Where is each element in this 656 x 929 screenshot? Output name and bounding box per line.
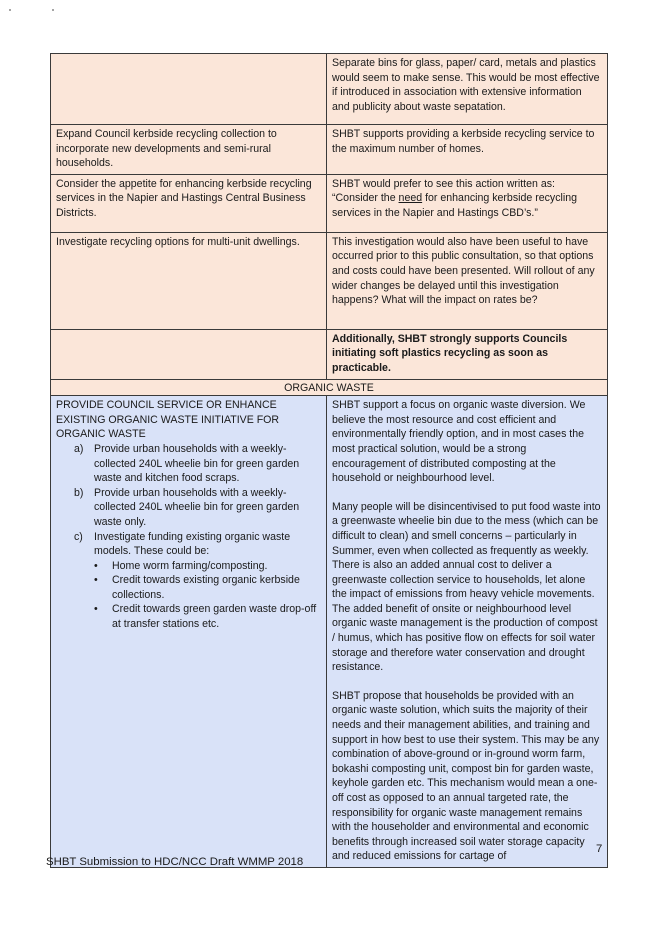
action-cell <box>51 54 327 125</box>
paragraph: SHBT support a focus on organic waste diversion. We believe the most resource and cost efficient and environmentally friendly option, and in most cases the most practical solution, would be a strong encouragement of distributed composting at the household or neighbourhood level. <box>332 399 586 485</box>
list-marker: b) <box>74 486 84 499</box>
table-row <box>51 232 608 329</box>
response-text: SHBT would prefer to see this action written as: “Consider the <box>332 177 555 205</box>
footer: SHBT Submission to HDC/NCC Draft WMMP 2018 <box>46 856 304 868</box>
table-row <box>51 396 608 868</box>
response-cell: SHBT supports providing a kerbside recycling service to the maximum number of homes. <box>327 125 608 175</box>
scan-dot <box>9 9 11 11</box>
section-header-row <box>51 379 608 396</box>
scan-dot <box>52 9 54 11</box>
bullet-list <box>94 559 321 632</box>
paragraph: SHBT propose that households be provided with an organic waste solution, which suits the majority of their needs and their management abilities, and training and support in how best to use their system. This may be any combination of above-ground or in-ground worm farm, bokashi composting unit, compost bin for garden waste, keyhole garden etc. This mechanism would mean a one-off cost as opposed to an annual targeted rate, the responsibility for organic waste management remains with the householder and environmental and economic benefits through increased soil water storage capacity and reduced emissions for cartage of <box>332 689 600 863</box>
underlined-word: need <box>398 192 423 205</box>
list-item <box>56 442 321 486</box>
list-marker: c) <box>74 530 83 543</box>
bullet-item: • Credit towards existing organic kerbside collections. <box>94 573 321 602</box>
bullet-item: • Credit towards green garden waste drop-off at transfer stations etc. <box>94 602 321 631</box>
list-text: Provide urban households with a weekly-collected 240L wheelie bin for green garden waste only. <box>94 486 300 528</box>
bullet-item: • Home worm farming/composting. <box>94 559 321 574</box>
action-list <box>56 442 321 632</box>
table-row <box>51 329 608 379</box>
action-cell <box>51 329 327 379</box>
action-cell: Expand Council kerbside recycling collection to incorporate new developments and semi-rural households. <box>51 125 327 175</box>
organic-heading: PROVIDE COUNCIL SERVICE OR ENHANCE EXISTING ORGANIC WASTE INITIATIVE FOR ORGANIC WASTE <box>56 399 280 441</box>
table-row <box>51 125 608 175</box>
list-text: Investigate funding existing organic waste models. These could be: <box>94 530 291 558</box>
response-cell <box>327 396 608 868</box>
paragraph: Many people will be disincentivised to put food waste into a greenwaste wheelie bin due to the mess (which can be difficult to clean) and smell concerns – particularly in Summer, even when collected as frequently as weekly. There is also an added annual cost to deliver a greenwaste collection service to households, let alone the impact of emissions from heavy vehicle movements. The added benefit of onsite or neighbourhood level organic waste management is the production of compost / humus, which has positive flow on effects for soil water storage and therefore water conservation and drought resistance. <box>332 500 601 674</box>
list-item <box>56 530 321 632</box>
response-cell: Separate bins for glass, paper/ card, metals and plastics would seem to make sense. This would be most effective if introduced in association with extensive information and publicity about waste sepatation. <box>327 54 608 125</box>
action-cell: Investigate recycling options for multi-unit dwellings. <box>51 232 327 329</box>
response-cell <box>327 174 608 232</box>
response-cell: This investigation would also have been useful to have occurred prior to this public consultation, so that options and costs could have been presented. Will rollout of any wider changes be delayed until this investigation happens? What will the impact on rates be? <box>327 232 608 329</box>
response-text: for enhancing kerbside recycling services in the Napier and Hastings CBD’s.” <box>332 192 577 219</box>
list-text: Provide urban households with a weekly-collected 240L wheelie bin for green garden waste and kitchen food scraps. <box>94 442 300 485</box>
section-header: ORGANIC WASTE <box>51 379 608 396</box>
table-row <box>51 54 608 125</box>
submission-table <box>50 53 608 868</box>
list-item <box>56 486 321 530</box>
list-marker: a) <box>74 442 84 455</box>
page-number: 7 <box>596 843 603 855</box>
action-cell: Consider the appetite for enhancing kerbside recycling services in the Napier and Hastings Central Business Districts. <box>51 174 327 232</box>
action-cell <box>51 396 327 868</box>
response-cell: Additionally, SHBT strongly supports Councils initiating soft plastics recycling as soon as practicable. <box>327 329 608 379</box>
table-row <box>51 174 608 232</box>
